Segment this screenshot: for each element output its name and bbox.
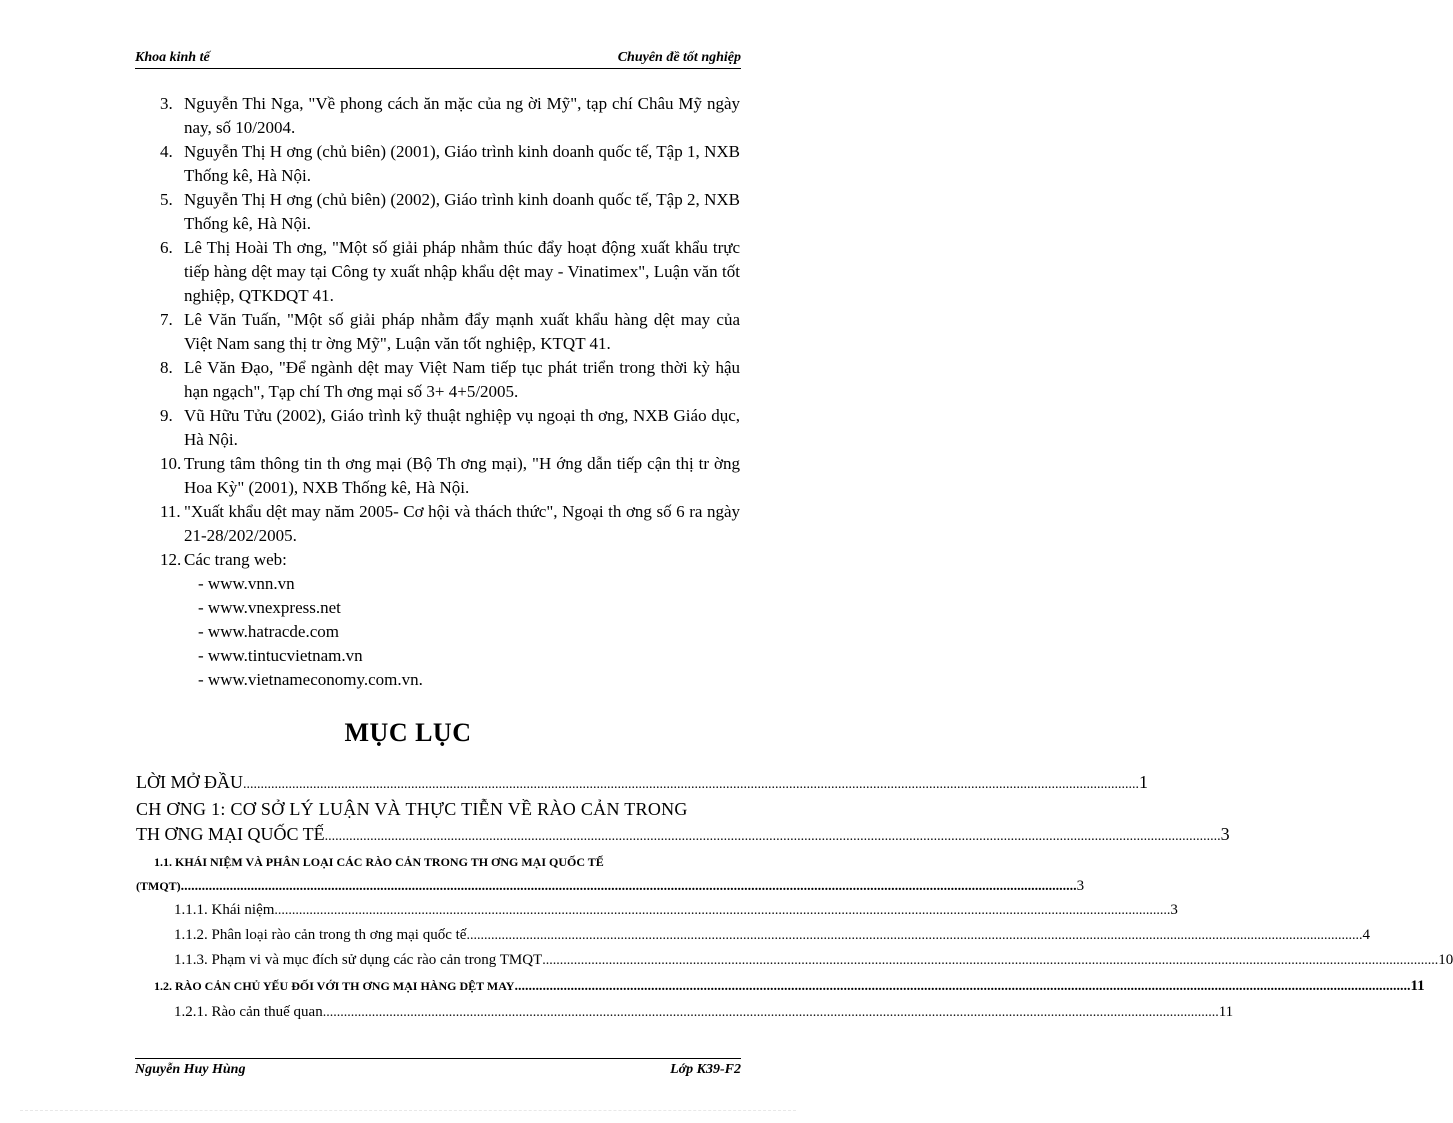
reference-item: 12. Các trang web:: [160, 550, 287, 569]
footer-class: Lớp K39-F2: [670, 1062, 741, 1077]
reference-item: 11. "Xuất khẩu dệt may năm 2005- Cơ hội và thách thức", Ngoại th ơng số 6 ra ngày 21-28/202/2005.: [160, 502, 740, 545]
toc-entry-1-1-line1[interactable]: 1.1. KHÁI NIỆM VÀ PHÂN LOẠI CÁC RÀO CẢN TRONG TH ƠNG MẠI QUỐC TẾ: [154, 855, 604, 869]
website-link[interactable]: - www.tintucvietnam.vn: [198, 646, 363, 665]
reference-item: 9. Vũ Hữu Tửu (2002), Giáo trình kỹ thuật nghiệp vụ ngoại th ơng, NXB Giáo dục, Hà Nội.: [160, 406, 740, 449]
website-link[interactable]: - www.hatracde.com: [198, 622, 339, 641]
toc-entry-chapter1-line1[interactable]: CH ƠNG 1: CƠ SỞ LÝ LUẬN VÀ THỰC TIỄN VỀ RÀO CẢN TRONG: [136, 799, 688, 819]
toc-entry-chapter1[interactable]: TH ƠNG MẠI QUỐC TẾ ..... 3: [136, 822, 740, 849]
header-faculty: Khoa kinh tế: [135, 50, 210, 65]
reference-item: 8. Lê Văn Đạo, "Để ngành dệt may Việt Nam tiếp tục phát triển trong thời kỳ hậu hạn ngạch", Tạp chí Th ơng mại số 3+ 4+5/2005.: [160, 358, 740, 401]
footer-author: Nguyễn Huy Hùng: [135, 1062, 246, 1077]
toc-entry-1-1-2[interactable]: 1.1.2. Phân loại rào cản trong th ơng mại quốc tế ..... 4: [136, 923, 740, 948]
website-link[interactable]: - www.vietnameconomy.com.vn.: [198, 670, 423, 689]
reference-item: 10. Trung tâm thông tin th ơng mại (Bộ Th ơng mại), "H ớng dẫn tiếp cận thị tr ờng Hoa Kỳ" (2001), NXB Thống kê, Hà Nội.: [160, 454, 740, 497]
table-of-contents: [136, 770, 1453, 1025]
toc-entry-1-1-1[interactable]: 1.1.1. Khái niệm ..... 3: [136, 898, 740, 923]
page-header: [135, 48, 741, 69]
toc-entry-intro[interactable]: LỜI MỞ ĐẦU ..... 1: [136, 770, 740, 797]
toc-entry-1-1[interactable]: (TMQT) ..... 3: [136, 875, 740, 898]
website-link[interactable]: - www.vnexpress.net: [198, 598, 341, 617]
page-footer: [135, 1058, 741, 1079]
toc-entry-1-2[interactable]: 1.2. RÀO CẢN CHỦ YẾU ĐỐI VỚI TH ƠNG MẠI HÀNG DỆT MAY ..... 11: [136, 973, 740, 1000]
page-edge-divider: [20, 1110, 796, 1111]
website-list: [160, 572, 740, 692]
toc-entry-1-2-1[interactable]: 1.2.1. Rào cản thuế quan ..... 11: [136, 1000, 740, 1025]
reference-item: 7. Lê Văn Tuấn, "Một số giải pháp nhằm đẩy mạnh xuất khẩu hàng dệt may của Việt Nam sang thị tr ờng Mỹ", Luận văn tốt nghiệp, KTQT 41.: [160, 310, 740, 353]
toc-entry-1-1-3[interactable]: 1.1.3. Phạm vi và mục đích sử dụng các rào cản trong TMQT ..... 10: [136, 948, 740, 973]
reference-item: 4. Nguyễn Thị H ơng (chủ biên) (2001), Giáo trình kinh doanh quốc tế, Tập 1, NXB Thống kê, Hà Nội.: [160, 142, 740, 185]
reference-item: 6. Lê Thị Hoài Th ơng, "Một số giải pháp nhằm thúc đẩy hoạt động xuất khẩu trực tiếp hàng dệt may tại Công ty xuất nhập khẩu dệt may - Vinatimex", Luận văn tốt nghiệp, QTKDQT 41.: [160, 238, 740, 305]
toc-title: MỤC LỤC: [344, 718, 472, 747]
reference-list: [160, 92, 740, 692]
reference-item: 3. Nguyễn Thi Nga, "Về phong cách ăn mặc của ng ời Mỹ", tạp chí Châu Mỹ ngày nay, số 10/2004.: [160, 94, 740, 137]
website-link[interactable]: - www.vnn.vn: [198, 574, 295, 593]
header-doc-type: Chuyên đề tốt nghiệp: [617, 50, 741, 65]
reference-item: 5. Nguyễn Thị H ơng (chủ biên) (2002), Giáo trình kinh doanh quốc tế, Tập 2, NXB Thống kê, Hà Nội.: [160, 190, 740, 233]
